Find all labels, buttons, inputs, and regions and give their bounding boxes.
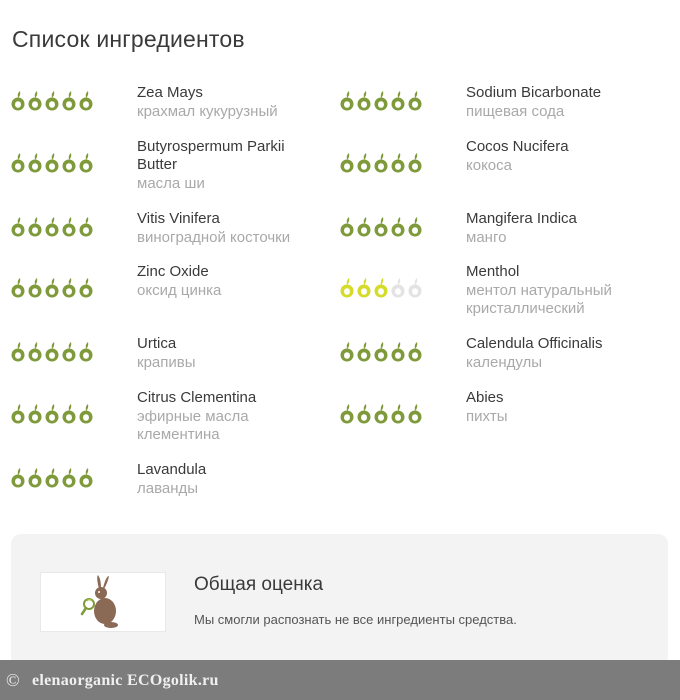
olive-icon — [44, 341, 60, 363]
olive-icon — [407, 216, 423, 238]
summary-title: Общая оценка — [194, 574, 324, 595]
olive-icon — [27, 467, 43, 489]
olive-icon — [339, 277, 355, 299]
olive-icon — [78, 277, 94, 299]
olive-icon — [61, 152, 77, 174]
olive-icon — [356, 152, 372, 174]
olive-icon — [356, 277, 372, 299]
olive-icon — [339, 403, 355, 425]
copyright-mark: © — [6, 670, 20, 690]
olive-icon — [10, 216, 26, 238]
olive-icon — [10, 90, 26, 112]
olive-icon — [27, 403, 43, 425]
olive-icon — [356, 341, 372, 363]
ingredient-desc: крапивы — [137, 354, 196, 371]
ingredient-desc: пихты — [466, 408, 508, 425]
ingredient-desc: виноградной косточки — [137, 229, 291, 246]
olive-icon — [407, 403, 423, 425]
rating-olives — [10, 341, 94, 363]
rating-olives — [10, 277, 94, 299]
olive-icon — [78, 216, 94, 238]
ingredient-name: Zinc Oxide — [137, 263, 209, 280]
olive-icon — [390, 277, 406, 299]
olive-icon — [61, 277, 77, 299]
olive-icon — [407, 341, 423, 363]
ingredient-name: Vitis Vinifera — [137, 210, 220, 227]
rating-olives — [10, 467, 94, 489]
olive-icon — [44, 403, 60, 425]
olive-icon — [61, 216, 77, 238]
olive-icon — [44, 152, 60, 174]
olive-icon — [27, 90, 43, 112]
olive-icon — [356, 90, 372, 112]
rating-olives — [339, 152, 423, 174]
olive-icon — [44, 90, 60, 112]
rating-olives — [10, 216, 94, 238]
ingredient-desc: манго — [466, 229, 507, 246]
olive-icon — [61, 403, 77, 425]
olive-icon — [373, 152, 389, 174]
ingredient-desc: оксид цинка — [137, 282, 222, 299]
olive-icon — [78, 403, 94, 425]
rating-olives — [339, 403, 423, 425]
olive-icon — [373, 341, 389, 363]
olive-icon — [78, 341, 94, 363]
rating-olives — [339, 341, 423, 363]
ingredient-name: Cocos Nucifera — [466, 138, 569, 155]
watermark-bar — [0, 660, 680, 700]
olive-icon — [44, 467, 60, 489]
olive-icon — [27, 216, 43, 238]
olive-icon — [390, 403, 406, 425]
ingredient-desc: пищевая сода — [466, 103, 565, 120]
olive-icon — [27, 277, 43, 299]
ingredient-name: Mangifera Indica — [466, 210, 577, 227]
ingredient-desc: кокоса — [466, 157, 512, 174]
ingredient-name: Citrus Clementina — [137, 389, 257, 406]
olive-icon — [390, 152, 406, 174]
olive-icon — [373, 90, 389, 112]
rating-olives — [339, 216, 423, 238]
olive-icon — [407, 277, 423, 299]
olive-icon — [390, 216, 406, 238]
olive-icon — [10, 467, 26, 489]
olive-icon — [61, 90, 77, 112]
ingredient-desc: лаванды — [137, 480, 199, 497]
ingredient-name: Butyrospermum Parkii Butter — [137, 138, 285, 173]
olive-icon — [27, 152, 43, 174]
olive-icon — [339, 152, 355, 174]
watermark-text: elenaorganic ECOgolik.ru — [32, 672, 219, 689]
ingredient-name: Lavandula — [137, 461, 207, 478]
rating-olives — [339, 277, 423, 299]
olive-icon — [78, 467, 94, 489]
olive-icon — [10, 341, 26, 363]
olive-icon — [390, 341, 406, 363]
olive-icon — [10, 152, 26, 174]
ingredient-desc: эфирные масла клементина — [137, 408, 249, 443]
ingredient-name: Menthol — [466, 263, 520, 280]
olive-icon — [44, 277, 60, 299]
olive-icon — [407, 152, 423, 174]
olive-icon — [10, 403, 26, 425]
ingredient-desc: крахмал кукурузный — [137, 103, 278, 120]
olive-icon — [356, 216, 372, 238]
olive-icon — [339, 216, 355, 238]
olive-icon — [61, 467, 77, 489]
rating-olives — [10, 90, 94, 112]
olive-icon — [44, 216, 60, 238]
rating-olives — [10, 152, 94, 174]
olive-icon — [390, 90, 406, 112]
summary-text: Мы смогли распознать не все ингредиенты средства. — [194, 612, 517, 627]
ingredient-desc: календулы — [466, 354, 543, 371]
hare-with-magnifier-icon — [41, 573, 165, 631]
rating-olives — [10, 403, 94, 425]
olive-icon — [373, 216, 389, 238]
ingredient-name: Urtica — [137, 335, 177, 352]
ingredient-name: Calendula Officinalis — [466, 335, 603, 352]
rating-olives — [339, 90, 423, 112]
brand-logo — [40, 572, 166, 632]
page-title: Список ингредиентов — [12, 26, 245, 52]
olive-icon — [356, 403, 372, 425]
olive-icon — [373, 277, 389, 299]
olive-icon — [339, 90, 355, 112]
ingredient-name: Zea Mays — [137, 84, 203, 101]
summary-card — [11, 534, 668, 666]
olive-icon — [78, 90, 94, 112]
olive-icon — [78, 152, 94, 174]
olive-icon — [61, 341, 77, 363]
ingredient-desc: масла ши — [137, 175, 205, 192]
olive-icon — [373, 403, 389, 425]
ingredient-desc: ментол натуральный кристаллический — [466, 282, 612, 317]
ingredient-name: Abies — [466, 389, 504, 406]
ingredient-name: Sodium Bicarbonate — [466, 84, 602, 101]
olive-icon — [407, 90, 423, 112]
olive-icon — [10, 277, 26, 299]
olive-icon — [27, 341, 43, 363]
olive-icon — [339, 341, 355, 363]
